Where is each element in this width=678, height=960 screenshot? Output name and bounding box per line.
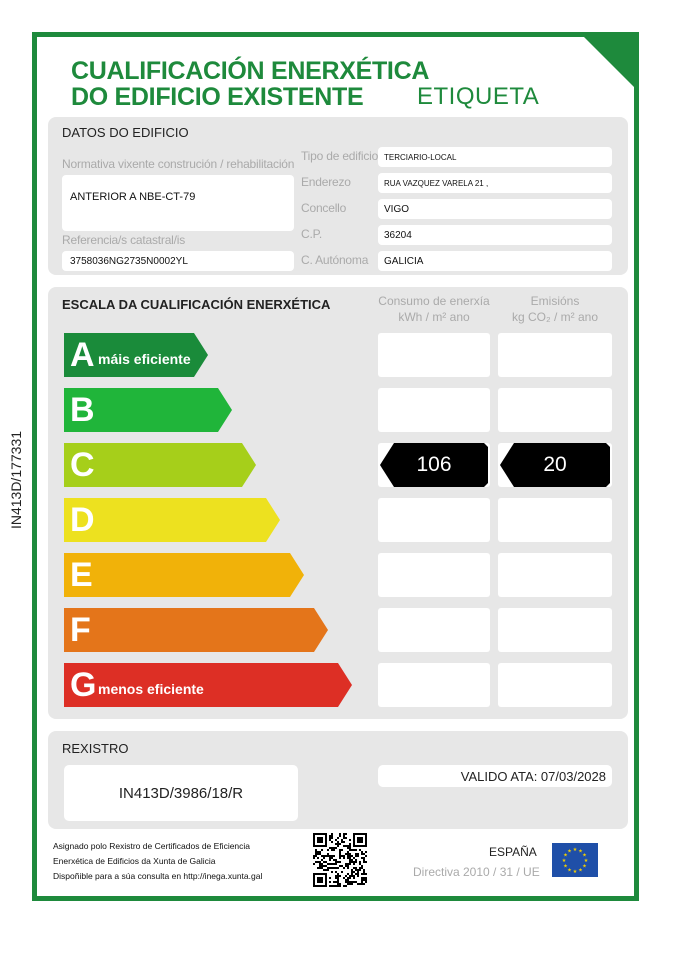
class-letter-d: D bbox=[70, 501, 95, 539]
referencia-label: Referencia/s catastral/is bbox=[62, 233, 186, 247]
eu-star-icon: ★ bbox=[561, 857, 567, 864]
eu-star-icon: ★ bbox=[578, 848, 583, 855]
corner-triangle bbox=[583, 36, 635, 88]
class-bar-g bbox=[64, 663, 352, 707]
title-line-2: DO EDIFICIO EXISTENTE bbox=[71, 83, 364, 111]
class-subtitle-g: menos eficiente bbox=[98, 681, 204, 697]
energy-scale-heading: ESCALA DA CUALIFICACIÓN ENERXÉTICA bbox=[62, 297, 331, 312]
emisions-cell-e bbox=[498, 553, 612, 597]
enderezo-field: RUA VAZQUEZ VARELA 21 , bbox=[378, 173, 612, 193]
title-line-1: CUALIFICACIÓN ENERXÉTICA bbox=[71, 57, 430, 85]
side-registration-code bbox=[4, 400, 28, 560]
eu-star-icon: ★ bbox=[572, 846, 578, 853]
class-bar-c bbox=[64, 443, 256, 487]
energy-scale-panel bbox=[48, 287, 628, 719]
consumo-cell-g bbox=[378, 663, 490, 707]
etiqueta-label: ETIQUETA bbox=[417, 83, 540, 110]
registry-number: IN413D/3986/18/R bbox=[64, 765, 298, 821]
concello-label: Concello bbox=[301, 201, 347, 215]
consumo-header-line1: Consumo de enerxía bbox=[378, 294, 490, 308]
building-data-heading: DATOS DO EDIFICIO bbox=[62, 125, 189, 140]
consumo-value bbox=[380, 443, 488, 487]
consumo-value-text: 106 bbox=[416, 453, 452, 476]
emisions-cell-g bbox=[498, 663, 612, 707]
consumo-cell-f bbox=[378, 608, 490, 652]
eu-flag-icon bbox=[552, 843, 598, 877]
class-arrow-e bbox=[64, 553, 304, 597]
autonoma-label: C. Autónoma bbox=[301, 253, 369, 267]
class-bar-f bbox=[64, 608, 328, 652]
eu-star-icon: ★ bbox=[563, 863, 568, 870]
consumo-cell-e bbox=[378, 553, 490, 597]
class-letter-e: E bbox=[70, 556, 93, 594]
eu-star-icon: ★ bbox=[578, 867, 583, 874]
qr-code-icon[interactable] bbox=[313, 833, 367, 887]
emisions-cell-a bbox=[498, 333, 612, 377]
cp-label: C.P. bbox=[301, 227, 322, 241]
emisions-value bbox=[500, 443, 610, 487]
emisions-column-header bbox=[498, 293, 612, 325]
eu-star-icon: ★ bbox=[563, 852, 568, 859]
class-subtitle-a: máis eficiente bbox=[98, 351, 191, 367]
tipo-edificio-field: TERCIARIO-LOCAL bbox=[378, 147, 612, 167]
emisions-header-line1: Emisións bbox=[530, 294, 580, 308]
valid-until: VALIDO ATA: 07/03/2028 bbox=[378, 765, 612, 787]
class-letter-a: A bbox=[70, 336, 95, 374]
emisions-cell-f bbox=[498, 608, 612, 652]
footer-line-2: Enerxética de Edificios da Xunta de Galicia bbox=[53, 856, 216, 866]
side-code-text: IN413D/177331 bbox=[8, 430, 24, 530]
referencia-field: 3758036NG2735N0002YL bbox=[62, 251, 294, 271]
class-bar-d bbox=[64, 498, 280, 542]
consumo-cell-b bbox=[378, 388, 490, 432]
class-letter-b: B bbox=[70, 391, 95, 429]
class-arrow-f bbox=[64, 608, 328, 652]
normativa-field: ANTERIOR A NBE-CT-79 bbox=[62, 175, 294, 231]
class-bar-e bbox=[64, 553, 304, 597]
eu-star-icon: ★ bbox=[572, 868, 578, 875]
footer-line-3: Dispoñible para a súa consulta en http://inega.xunta.gal bbox=[53, 871, 263, 881]
eu-star-icon: ★ bbox=[567, 867, 572, 874]
eu-star-icon: ★ bbox=[582, 852, 587, 859]
enderezo-label: Enderezo bbox=[301, 175, 351, 189]
concello-field: VIGO bbox=[378, 199, 612, 219]
eu-star-icon: ★ bbox=[582, 863, 587, 870]
consumo-cell-d bbox=[378, 498, 490, 542]
class-bar-b bbox=[64, 388, 232, 432]
emisions-cell-b bbox=[498, 388, 612, 432]
cp-field: 36204 bbox=[378, 225, 612, 245]
class-arrow-d bbox=[64, 498, 280, 542]
consumo-header-line2: kWh / m² ano bbox=[398, 310, 470, 324]
tipo-edificio-label: Tipo de edificio bbox=[301, 149, 379, 163]
directiva-label: Directiva 2010 / 31 / UE bbox=[413, 865, 540, 879]
registry-heading: REXISTRO bbox=[62, 741, 129, 756]
normativa-label: Normativa vixente construción / rehabilitación bbox=[62, 157, 295, 171]
autonoma-field: GALICIA bbox=[378, 251, 612, 271]
emisions-value-text: 20 bbox=[543, 453, 567, 476]
consumo-cell-a bbox=[378, 333, 490, 377]
registry-panel bbox=[48, 731, 628, 829]
class-letter-g: G bbox=[70, 666, 97, 704]
eu-star-icon: ★ bbox=[567, 848, 572, 855]
consumo-column-header bbox=[378, 293, 490, 325]
class-letter-f: F bbox=[70, 611, 91, 649]
class-bar-a bbox=[64, 333, 208, 377]
footer-line-1: Asignado polo Rexistro de Certificados de Eficiencia bbox=[53, 841, 251, 851]
emisions-header-line2: kg CO₂ / m² ano bbox=[511, 310, 598, 324]
emisions-cell-d bbox=[498, 498, 612, 542]
energy-label-frame bbox=[32, 32, 639, 901]
espana-label: ESPAÑA bbox=[489, 845, 537, 859]
building-data-panel bbox=[48, 117, 628, 275]
eu-star-icon: ★ bbox=[583, 857, 589, 864]
class-letter-c: C bbox=[70, 446, 95, 484]
